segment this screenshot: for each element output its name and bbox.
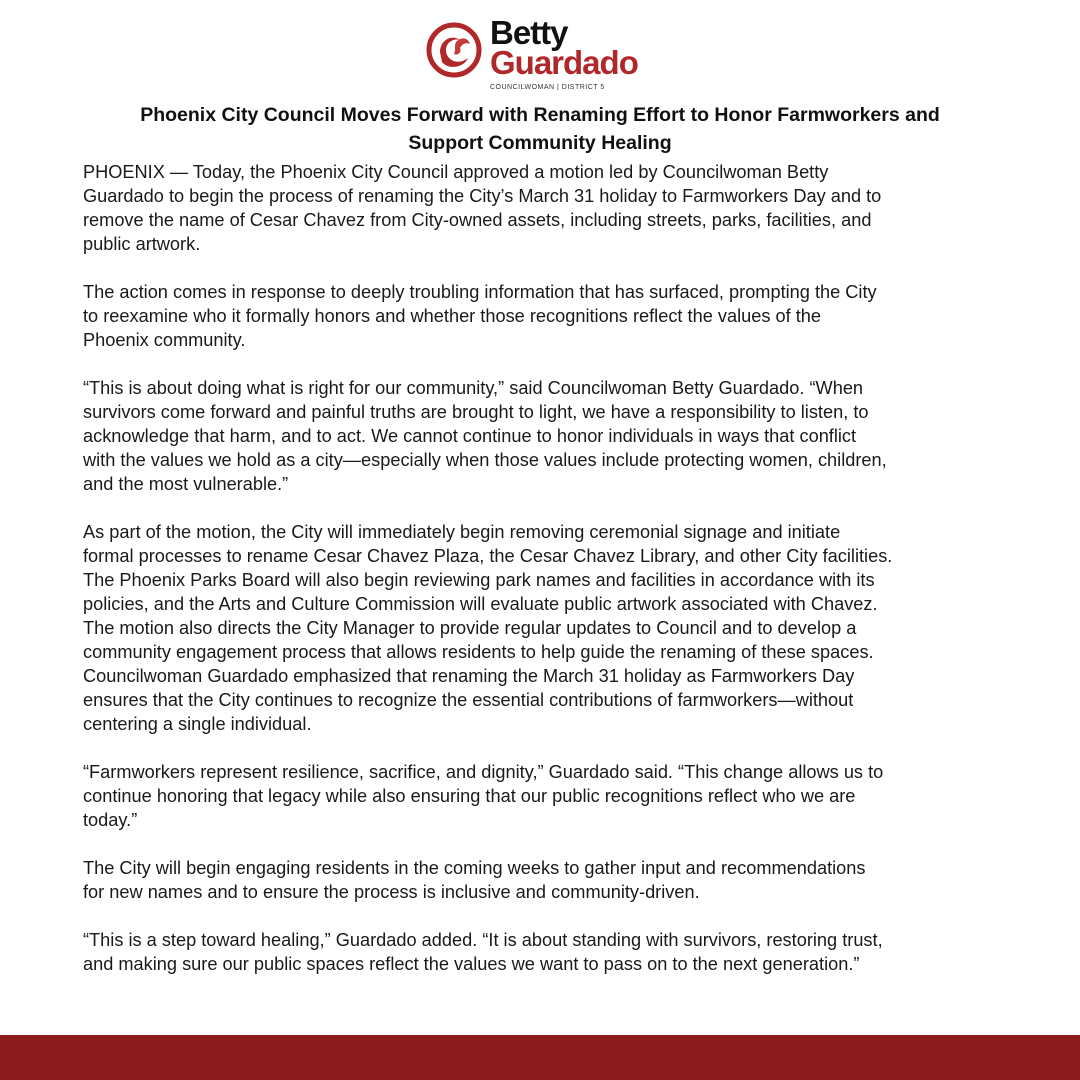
logo bbox=[426, 14, 646, 96]
paragraph bbox=[83, 760, 1043, 832]
paragraph-line: The Phoenix Parks Board will also begin reviewing park names and facilities in accordance with its bbox=[83, 570, 875, 590]
paragraph-line: survivors come forward and painful truths are brought to light, we have a responsibility to listen, to bbox=[83, 402, 869, 422]
paragraph-line: The City will begin engaging residents in the coming weeks to gather input and recommendations bbox=[83, 858, 866, 878]
paragraph bbox=[83, 376, 1043, 496]
paragraph-line: PHOENIX — Today, the Phoenix City Council approved a motion led by Councilwoman Betty bbox=[83, 162, 829, 182]
logo-name-last: Guardado bbox=[490, 44, 638, 81]
paragraph-line: The action comes in response to deeply troubling information that has surfaced, prompting the City bbox=[83, 282, 877, 302]
paragraph-line: As part of the motion, the City will immediately begin removing ceremonial signage and initiate bbox=[83, 522, 841, 542]
paragraph-line: public artwork. bbox=[83, 234, 201, 254]
paragraph-line: centering a single individual. bbox=[83, 714, 312, 734]
paragraph-line: formal processes to rename Cesar Chavez Plaza, the Cesar Chavez Library, and other City facilities. bbox=[83, 546, 893, 566]
paragraph-line: Councilwoman Guardado emphasized that renaming the March 31 holiday as Farmworkers Day bbox=[83, 666, 855, 686]
paragraph-line: Guardado to begin the process of renaming the City’s March 31 holiday to Farmworkers Day and to bbox=[83, 186, 882, 206]
headline-line: Support Community Healing bbox=[408, 132, 672, 154]
paragraph bbox=[83, 856, 1043, 904]
logo-name-first: Betty bbox=[490, 14, 568, 51]
press-release-body bbox=[83, 160, 1043, 1000]
paragraph-line: remove the name of Cesar Chavez from City-owned assets, including streets, parks, facilities, and bbox=[83, 210, 872, 230]
paragraph-line: “Farmworkers represent resilience, sacrifice, and dignity,” Guardado said. “This change allows us to bbox=[83, 762, 884, 782]
phoenix-bird-icon bbox=[426, 22, 482, 78]
paragraph bbox=[83, 520, 1043, 736]
paragraph bbox=[83, 160, 1043, 256]
paragraph-line: community engagement process that allows residents to help guide the renaming of these spaces. bbox=[83, 642, 874, 662]
paragraph-line: ensures that the City continues to recognize the essential contributions of farmworkers—without bbox=[83, 690, 854, 710]
paragraph-line: “This is about doing what is right for our community,” said Councilwoman Betty Guardado. “When bbox=[83, 378, 864, 398]
paragraph bbox=[83, 280, 1043, 352]
paragraph-line: to reexamine who it formally honors and whether those recognitions reflect the values of the bbox=[83, 306, 822, 326]
paragraph-line: acknowledge that harm, and to act. We cannot continue to honor individuals in ways that conflict bbox=[83, 426, 857, 446]
paragraph-line: “This is a step toward healing,” Guardado added. “It is about standing with survivors, restoring trust, bbox=[83, 930, 883, 950]
paragraph bbox=[83, 928, 1043, 976]
headline bbox=[60, 101, 1020, 157]
paragraph-line: Phoenix community. bbox=[83, 330, 246, 350]
paragraph-line: continue honoring that legacy while also ensuring that our public recognitions reflect who we are bbox=[83, 786, 856, 806]
logo-subtitle: COUNCILWOMAN | DISTRICT 5 bbox=[490, 84, 605, 91]
paragraph-line: for new names and to ensure the process is inclusive and community-driven. bbox=[83, 882, 700, 902]
paragraph-line: policies, and the Arts and Culture Commission will evaluate public artwork associated with Chavez. bbox=[83, 594, 878, 614]
paragraph-line: with the values we hold as a city—especially when those values include protecting women, children, bbox=[83, 450, 887, 470]
footer-bar bbox=[0, 1035, 1080, 1080]
paragraph-line: and the most vulnerable.” bbox=[83, 474, 289, 494]
paragraph-line: The motion also directs the City Manager to provide regular updates to Council and to develop a bbox=[83, 618, 857, 638]
headline-line: Phoenix City Council Moves Forward with Renaming Effort to Honor Farmworkers and bbox=[140, 104, 940, 126]
paragraph-line: today.” bbox=[83, 810, 138, 830]
paragraph-line: and making sure our public spaces reflect the values we want to pass on to the next generation.” bbox=[83, 954, 860, 974]
